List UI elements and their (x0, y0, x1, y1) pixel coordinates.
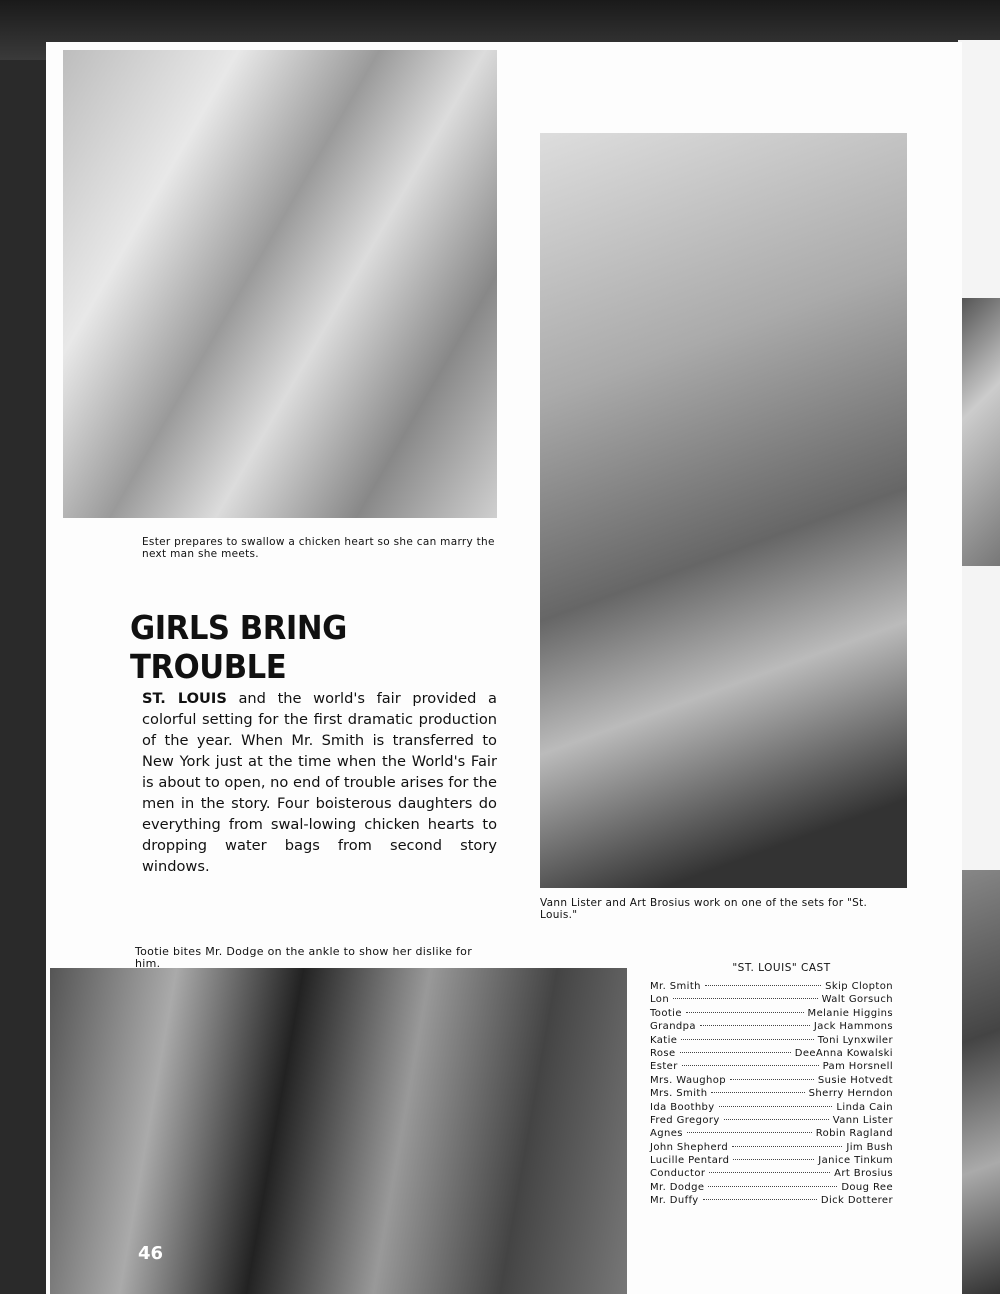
cast-role: Tootie (650, 1007, 682, 1019)
dot-leader (673, 998, 818, 999)
cast-actor: Sherry Herndon (808, 1088, 893, 1100)
cast-role: John Shepherd (650, 1141, 729, 1153)
cast-actor: Melanie Higgins (807, 1007, 893, 1019)
cast-row (650, 981, 893, 994)
cast-role: Ida Boothby (650, 1101, 715, 1113)
photo-caption: Vann Lister and Art Brosius work on one of the sets for "St. Louis." (540, 897, 868, 921)
dot-leader (709, 1172, 830, 1173)
cast-actor: Jim Bush (846, 1141, 893, 1153)
cast-row (650, 1035, 893, 1048)
cast-role: Rose (650, 1047, 676, 1059)
cast-row (650, 1142, 893, 1155)
cast-row (650, 1195, 893, 1208)
cast-row (650, 1155, 893, 1168)
cast-actor: Vann Lister (832, 1114, 893, 1126)
dot-leader (719, 1106, 833, 1107)
photo-tootie-mr-dodge (50, 968, 627, 1294)
cast-role: Mr. Smith (650, 981, 701, 992)
article-title: GIRLS BRING TROUBLE (130, 608, 347, 686)
cast-role: Mr. Duffy (650, 1195, 699, 1207)
cast-actor: Janice Tinkum (818, 1155, 893, 1167)
cast-role: Mr. Dodge (650, 1181, 705, 1193)
cast-row (650, 1061, 893, 1074)
cast-role: Ester (650, 1061, 678, 1073)
cast-actor: Toni Lynxwiler (817, 1034, 893, 1046)
cast-role: Katie (650, 1034, 678, 1046)
cast-actor: Dick Dotterer (820, 1195, 893, 1207)
cast-actor: Walt Gorsuch (821, 994, 893, 1006)
photo-caption: Tootie bites Mr. Dodge on the ankle to show her dislike for him. (135, 945, 473, 970)
cast-role: Mrs. Waughop (650, 1074, 726, 1086)
cast-role: Fred Gregory (650, 1114, 720, 1126)
cast-row (650, 994, 893, 1007)
dot-leader (686, 1012, 804, 1013)
cast-actor: Robin Ragland (815, 1128, 893, 1140)
cast-actor: Skip Clopton (825, 981, 893, 992)
article-text: and the world's fair provided a colorful setting for the first dramatic production of the year. When Mr. Smith is transferred to New York just at the time when the World's Fair is about to open, no end of trouble arises for the men in the story. Four boisterous daughters do everything from swal-lowing chicken hearts to dropping water bags from second story windows. (142, 690, 497, 875)
cast-role: Grandpa (650, 1021, 696, 1033)
photo-ester-chicken-heart (63, 50, 497, 518)
dot-leader (724, 1119, 829, 1120)
article-lead: ST. LOUIS (142, 690, 227, 707)
cast-role: Agnes (650, 1128, 683, 1140)
dot-leader (703, 1199, 817, 1200)
dot-leader (732, 1146, 842, 1147)
cast-role: Lucille Pentard (650, 1155, 730, 1167)
dot-leader (700, 1025, 810, 1026)
cast-row (650, 1115, 893, 1128)
dot-leader (681, 1039, 813, 1040)
cast-row (650, 1128, 893, 1141)
cast-actor: Susie Hotvedt (817, 1074, 893, 1086)
dot-leader (705, 985, 821, 986)
cast-actor: Pam Horsnell (822, 1061, 893, 1073)
cast-actor: Jack Hammons (813, 1021, 893, 1033)
cast-row (650, 1182, 893, 1195)
cast-actor: Art Brosius (834, 1168, 893, 1180)
dot-leader (730, 1079, 814, 1080)
article-body (142, 688, 497, 877)
dot-leader (687, 1132, 812, 1133)
cast-role: Mrs. Smith (650, 1088, 708, 1100)
cast-actor: Linda Cain (836, 1101, 893, 1113)
adjacent-page-photo (962, 298, 1000, 566)
cast-actor: DeeAnna Kowalski (794, 1047, 893, 1059)
dot-leader (680, 1052, 791, 1053)
cast-title: "ST. LOUIS" CAST (732, 962, 831, 974)
cast-row (650, 1075, 893, 1088)
dot-leader (682, 1065, 819, 1066)
cast-row (650, 1048, 893, 1061)
cast-row (650, 1008, 893, 1021)
cast-row (650, 1021, 893, 1034)
dot-leader (733, 1159, 814, 1160)
page-number: 46 (138, 1243, 164, 1264)
cast-role: Lon (650, 994, 670, 1006)
cast-list (650, 962, 893, 1209)
cast-actor: Doug Ree (841, 1181, 893, 1193)
photo-set-building (540, 133, 907, 888)
photo-caption: Ester prepares to swallow a chicken heart so she can marry the next man she meets. (142, 536, 495, 560)
cast-row (650, 1168, 893, 1181)
cast-role: Conductor (650, 1168, 706, 1180)
cast-row (650, 1088, 893, 1101)
cast-row (650, 1102, 893, 1115)
dot-leader (711, 1092, 804, 1093)
dot-leader (708, 1186, 837, 1187)
